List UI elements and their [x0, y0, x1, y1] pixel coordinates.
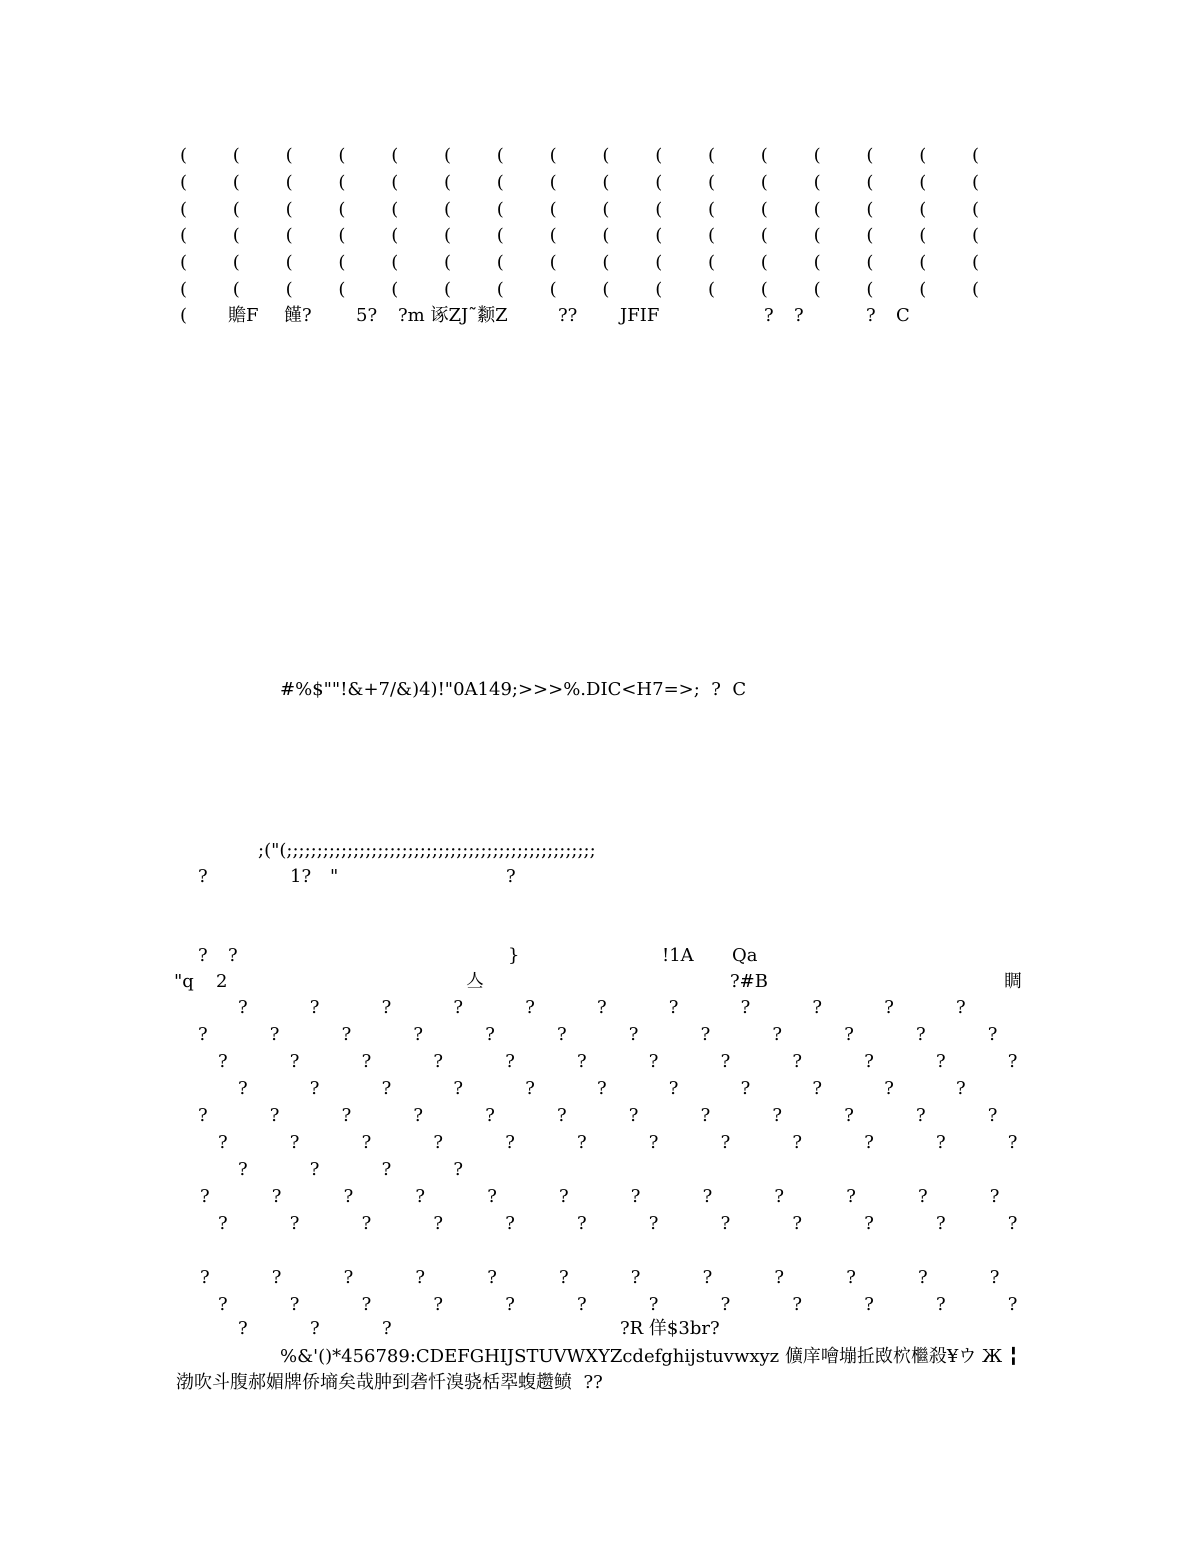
question-glyph: ? [269, 1105, 280, 1126]
question-glyph: ? [238, 1078, 248, 1099]
question-glyph: ? [720, 1294, 731, 1315]
paren-glyph: ( [232, 225, 240, 247]
q-token: "q [174, 971, 194, 992]
question-glyph: ? [648, 1294, 659, 1315]
q-token: 2 [216, 971, 228, 992]
question-row [0, 1184, 1200, 1210]
question-glyph: ? [577, 1051, 587, 1072]
question-glyph: ? [200, 1186, 210, 1207]
question-glyph: ? [772, 1024, 783, 1045]
question-glyph: ? [505, 1132, 515, 1153]
paren-glyph: ( [972, 145, 980, 166]
question-glyph: ? [597, 997, 607, 1018]
question-glyph: ? [505, 1051, 515, 1072]
question-glyph: ? [238, 997, 248, 1018]
question-glyph: ? [413, 1024, 424, 1045]
question-glyph: ? [1007, 1051, 1018, 1072]
paren-glyph: ( [180, 225, 188, 247]
q-token: ? [198, 945, 208, 966]
paren-glyph: ( [549, 225, 557, 247]
question-glyph: ? [774, 1267, 785, 1288]
question-glyph: ? [812, 997, 823, 1018]
paren-glyph: ( [866, 279, 874, 300]
q-token: ? [228, 945, 238, 966]
paren-glyph: ( [972, 171, 980, 193]
question-glyph: ? [702, 1267, 713, 1288]
question-glyph: ? [918, 1186, 928, 1207]
question-glyph: ? [1007, 1294, 1018, 1315]
q-token: !1A [662, 945, 694, 966]
paren-glyph: ( [444, 252, 452, 274]
paren-glyph: ( [549, 279, 557, 300]
paren-glyph: ( [180, 171, 188, 193]
header-token: 饉? [284, 305, 312, 326]
paren-glyph: ( [919, 252, 927, 274]
paren-glyph: ( [813, 198, 821, 220]
paren-glyph: ( [760, 252, 768, 274]
paren-glyph: ( [496, 225, 504, 247]
question-glyph: ? [198, 1105, 208, 1126]
question-row [0, 1049, 1200, 1075]
paren-glyph: ( [549, 171, 557, 193]
q-token: 1? [290, 866, 312, 887]
question-glyph: ? [844, 1024, 854, 1045]
paren-glyph: ( [708, 171, 716, 193]
paren-glyph: ( [549, 145, 557, 166]
paren-glyph: ( [602, 171, 610, 193]
paren-glyph: ( [655, 225, 663, 247]
question-glyph: ? [269, 1024, 280, 1045]
header-token: ?m 诼ZJ˜颣Z [398, 305, 508, 326]
question-glyph: ? [433, 1294, 444, 1315]
paren-glyph: ( [232, 145, 240, 166]
paren-glyph: ( [285, 171, 293, 193]
q-token: " [330, 866, 339, 887]
question-glyph: ? [846, 1186, 856, 1207]
paren-row [0, 170, 1200, 196]
header-token: JFIF [620, 305, 660, 326]
paren-glyph: ( [338, 252, 346, 274]
question-row [0, 1265, 1200, 1291]
question-glyph: ? [381, 997, 392, 1018]
paren-glyph: ( [180, 279, 188, 300]
question-glyph: ? [413, 1105, 424, 1126]
paren-glyph: ( [285, 145, 293, 166]
question-glyph: ? [361, 1213, 372, 1234]
question-glyph: ? [936, 1051, 946, 1072]
paren-glyph: ( [760, 145, 768, 166]
question-row [0, 1130, 1200, 1156]
paren-glyph: ( [444, 171, 452, 193]
paren-glyph: ( [919, 225, 927, 247]
paren-row [0, 143, 1200, 169]
tail-token: ?R 佯$3br? [620, 1318, 720, 1339]
question-glyph: ? [884, 997, 894, 1018]
question-glyph: ? [577, 1132, 587, 1153]
paren-glyph: ( [496, 279, 504, 300]
question-glyph: ? [812, 1078, 823, 1099]
paren-glyph: ( [391, 279, 399, 300]
q-token: ? [198, 866, 208, 887]
question-glyph: ? [271, 1186, 282, 1207]
question-glyph: ? [218, 1132, 228, 1153]
question-glyph: ? [700, 1105, 711, 1126]
question-glyph: ? [361, 1132, 372, 1153]
question-glyph: ? [505, 1213, 515, 1234]
question-glyph: ? [557, 1024, 567, 1045]
question-glyph: ? [936, 1294, 946, 1315]
question-glyph: ? [433, 1051, 444, 1072]
question-glyph: ? [884, 1078, 894, 1099]
question-glyph: ? [668, 997, 679, 1018]
question-row [0, 995, 1200, 1021]
question-glyph: ? [936, 1132, 946, 1153]
paren-glyph: ( [391, 145, 399, 166]
semicolon-line: ;("(;;;;;;;;;;;;;;;;;;;;;;;;;;;;;;;;;;;;;;;;;;;;;;;;;;; [258, 840, 596, 861]
question-glyph: ? [557, 1105, 567, 1126]
paren-glyph: ( [602, 252, 610, 274]
paren-glyph: ( [708, 198, 716, 220]
question-glyph: ? [668, 1078, 679, 1099]
q-line-3 [0, 969, 1200, 995]
question-row [0, 1211, 1200, 1237]
paren-glyph: ( [180, 145, 188, 166]
question-glyph: ? [487, 1267, 497, 1288]
paren-glyph: ( [285, 279, 293, 300]
paren-glyph: ( [180, 198, 188, 220]
tail-line-1 [0, 1316, 1200, 1342]
paren-glyph: ( [496, 198, 504, 220]
paren-glyph: ( [919, 145, 927, 166]
paren-glyph: ( [866, 171, 874, 193]
question-glyph: ? [238, 1159, 248, 1180]
tail-line-2: %&'()*456789:CDEFGHIJSTUVWXYZcdefghijstuvwxyz 儣庠噲塴拞敃柼檵殺¥ウ Ж ╏ [280, 1346, 1019, 1367]
paren-glyph: ( [285, 252, 293, 274]
paren-glyph: ( [866, 252, 874, 274]
paren-glyph: ( [232, 252, 240, 274]
question-glyph: ? [289, 1051, 300, 1072]
paren-glyph: ( [496, 171, 504, 193]
question-row [0, 1238, 1200, 1264]
paren-glyph: ( [602, 279, 610, 300]
paren-glyph: ( [866, 225, 874, 247]
question-glyph: ? [844, 1105, 854, 1126]
question-glyph: ? [433, 1213, 444, 1234]
question-glyph: ? [987, 1105, 998, 1126]
question-glyph: ? [361, 1051, 372, 1072]
paren-glyph: ( [919, 279, 927, 300]
paren-glyph: ( [232, 198, 240, 220]
question-row [0, 1022, 1200, 1048]
question-glyph: ? [630, 1267, 641, 1288]
question-glyph: ? [630, 1186, 641, 1207]
question-glyph: ? [289, 1294, 300, 1315]
paren-glyph: ( [972, 198, 980, 220]
paren-glyph: ( [180, 252, 188, 274]
question-glyph: ? [700, 1024, 711, 1045]
question-glyph: ? [1007, 1132, 1018, 1153]
q-token: ? [506, 866, 516, 887]
question-glyph: ? [989, 1267, 1000, 1288]
paren-glyph: ( [338, 225, 346, 247]
paren-glyph: ( [813, 252, 821, 274]
question-glyph: ? [341, 1105, 352, 1126]
question-glyph: ? [309, 1078, 320, 1099]
paren-glyph: ( [444, 198, 452, 220]
question-glyph: ? [453, 1078, 464, 1099]
paren-glyph: ( [338, 145, 346, 166]
question-glyph: ? [846, 1267, 856, 1288]
tail-token: ? [238, 1318, 248, 1339]
paren-glyph: ( [444, 225, 452, 247]
question-glyph: ? [309, 1159, 320, 1180]
paren-glyph: ( [866, 145, 874, 166]
question-glyph: ? [740, 1078, 751, 1099]
paren-glyph: ( [813, 279, 821, 300]
question-glyph: ? [702, 1186, 713, 1207]
paren-glyph: ( [972, 279, 980, 300]
question-glyph: ? [415, 1267, 426, 1288]
tail-token: ? [382, 1318, 392, 1339]
header-token: ?? [558, 305, 578, 326]
question-glyph: ? [936, 1213, 946, 1234]
header-token: ? [794, 305, 804, 326]
paren-glyph: ( [655, 171, 663, 193]
header-token: 5? [356, 305, 378, 326]
paren-glyph: ( [338, 171, 346, 193]
q-token: 亼 [466, 971, 484, 992]
paren-glyph: ( [391, 198, 399, 220]
question-glyph: ? [485, 1105, 495, 1126]
question-glyph: ? [505, 1294, 515, 1315]
question-glyph: ? [774, 1186, 785, 1207]
question-glyph: ? [289, 1132, 300, 1153]
question-row [0, 1076, 1200, 1102]
header-line [0, 303, 1200, 329]
paren-row [0, 250, 1200, 276]
question-glyph: ? [720, 1051, 731, 1072]
question-glyph: ? [792, 1294, 803, 1315]
header-token: ? [764, 305, 774, 326]
question-row [0, 1292, 1200, 1318]
q-line-2 [0, 943, 1200, 969]
question-glyph: ? [577, 1294, 587, 1315]
paren-glyph: ( [338, 279, 346, 300]
question-glyph: ? [956, 1078, 966, 1099]
question-glyph: ? [200, 1267, 210, 1288]
paren-glyph: ( [602, 225, 610, 247]
question-glyph: ? [218, 1213, 228, 1234]
q-token: } [508, 945, 520, 966]
paren-glyph: ( [760, 279, 768, 300]
paren-glyph: ( [813, 225, 821, 247]
question-glyph: ? [864, 1213, 874, 1234]
question-glyph: ? [218, 1051, 228, 1072]
question-glyph: ? [525, 997, 535, 1018]
paren-glyph: ( [813, 145, 821, 166]
question-glyph: ? [597, 1078, 607, 1099]
question-glyph: ? [956, 997, 966, 1018]
question-glyph: ? [381, 1159, 392, 1180]
question-glyph: ? [987, 1024, 998, 1045]
question-glyph: ? [381, 1078, 392, 1099]
question-glyph: ? [525, 1078, 535, 1099]
paren-glyph: ( [391, 225, 399, 247]
paren-glyph: ( [444, 279, 452, 300]
paren-glyph: ( [760, 171, 768, 193]
question-glyph: ? [772, 1105, 783, 1126]
question-glyph: ? [864, 1294, 874, 1315]
q-token: Qa [732, 945, 758, 966]
question-row [0, 1157, 1200, 1183]
question-glyph: ? [989, 1186, 1000, 1207]
paren-glyph: ( [285, 198, 293, 220]
question-glyph: ? [559, 1267, 569, 1288]
question-glyph: ? [453, 997, 464, 1018]
paren-glyph: ( [655, 279, 663, 300]
paren-glyph: ( [391, 171, 399, 193]
paren-glyph: ( [919, 198, 927, 220]
paren-glyph: ( [655, 198, 663, 220]
paren-glyph: ( [708, 252, 716, 274]
question-glyph: ? [792, 1051, 803, 1072]
q-line-1 [0, 864, 1200, 890]
paren-glyph: ( [708, 279, 716, 300]
question-glyph: ? [916, 1024, 926, 1045]
paren-glyph: ( [549, 252, 557, 274]
paren-row [0, 197, 1200, 223]
paren-glyph: ( [866, 198, 874, 220]
header-token: 贍F [228, 305, 259, 326]
tail-line-3: 渤吹斗腹郝媚牌侨墒矣哉肿到砻忏溴骁栝翆蝮趱鲼 ?? [176, 1372, 603, 1393]
paren-row [0, 277, 1200, 303]
paren-glyph: ( [602, 198, 610, 220]
question-glyph: ? [648, 1051, 659, 1072]
paren-row [0, 223, 1200, 249]
question-glyph: ? [485, 1024, 495, 1045]
tail-token: ? [310, 1318, 320, 1339]
question-glyph: ? [559, 1186, 569, 1207]
paren-glyph: ( [972, 252, 980, 274]
paren-glyph: ( [919, 171, 927, 193]
paren-glyph: ( [496, 252, 504, 274]
paren-glyph: ( [708, 225, 716, 247]
question-glyph: ? [361, 1294, 372, 1315]
question-glyph: ? [918, 1267, 928, 1288]
paren-glyph: ( [972, 225, 980, 247]
question-glyph: ? [341, 1024, 352, 1045]
header-token: ( [180, 305, 188, 326]
question-glyph: ? [628, 1105, 639, 1126]
question-glyph: ? [740, 997, 751, 1018]
question-glyph: ? [864, 1132, 874, 1153]
paren-glyph: ( [232, 171, 240, 193]
question-glyph: ? [916, 1105, 926, 1126]
header-token: C [896, 305, 910, 326]
paren-glyph: ( [549, 198, 557, 220]
question-glyph: ? [415, 1186, 426, 1207]
question-glyph: ? [343, 1267, 354, 1288]
question-glyph: ? [628, 1024, 639, 1045]
paren-glyph: ( [760, 225, 768, 247]
paren-glyph: ( [338, 198, 346, 220]
question-glyph: ? [487, 1186, 497, 1207]
q-token: ?#B [730, 971, 768, 992]
question-glyph: ? [720, 1213, 731, 1234]
paren-glyph: ( [444, 145, 452, 166]
question-glyph: ? [218, 1294, 228, 1315]
paren-glyph: ( [760, 198, 768, 220]
question-glyph: ? [864, 1051, 874, 1072]
paren-glyph: ( [813, 171, 821, 193]
paren-glyph: ( [496, 145, 504, 166]
paren-glyph: ( [602, 145, 610, 166]
question-glyph: ? [648, 1213, 659, 1234]
question-glyph: ? [577, 1213, 587, 1234]
question-glyph: ? [792, 1213, 803, 1234]
question-glyph: ? [198, 1024, 208, 1045]
header-token: ? [866, 305, 876, 326]
q-token: 睭 [1004, 971, 1022, 992]
question-glyph: ? [289, 1213, 300, 1234]
question-glyph: ? [1007, 1213, 1018, 1234]
paren-glyph: ( [232, 279, 240, 300]
paren-glyph: ( [708, 145, 716, 166]
question-glyph: ? [433, 1132, 444, 1153]
question-glyph: ? [720, 1132, 731, 1153]
question-glyph: ? [648, 1132, 659, 1153]
paren-glyph: ( [655, 145, 663, 166]
middle-line: #%$""!&+7/&)4)!"0A149;>>>%.DIC<H7=>; ? C [280, 679, 747, 700]
question-glyph: ? [271, 1267, 282, 1288]
question-row [0, 1103, 1200, 1129]
question-glyph: ? [453, 1159, 464, 1180]
question-glyph: ? [343, 1186, 354, 1207]
question-glyph: ? [792, 1132, 803, 1153]
question-glyph: ? [309, 997, 320, 1018]
paren-glyph: ( [655, 252, 663, 274]
paren-glyph: ( [391, 252, 399, 274]
paren-glyph: ( [285, 225, 293, 247]
